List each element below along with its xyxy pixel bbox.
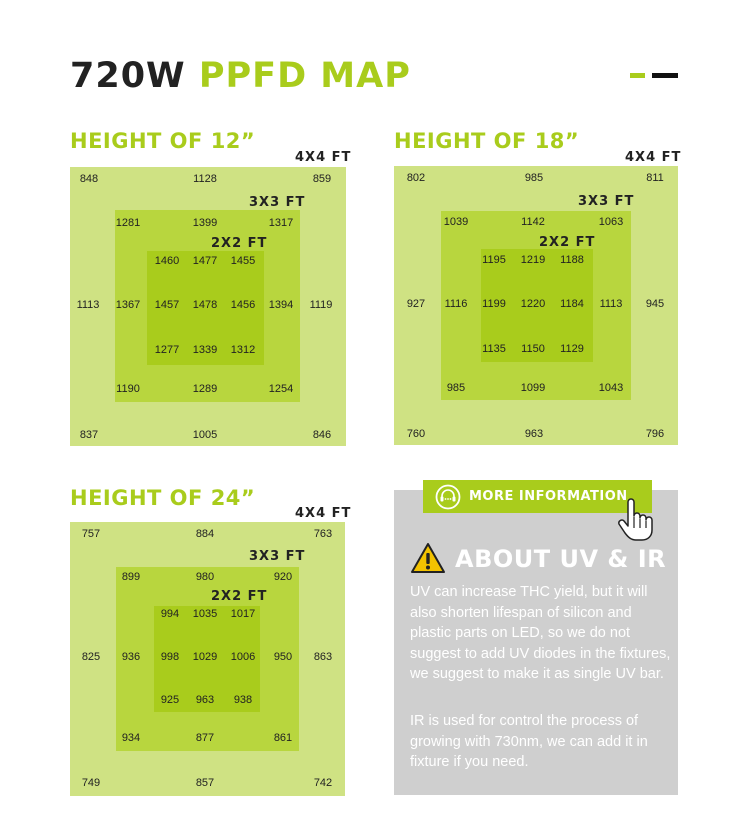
ppfd-value: 1116 <box>444 298 468 310</box>
map-24-3x3-label: 3X3 FT <box>249 549 306 564</box>
ppfd-value: 1029 <box>192 651 218 663</box>
map-18-2x2-label: 2X2 FT <box>539 235 596 250</box>
ppfd-value: 899 <box>121 571 141 583</box>
ppfd-value: 1188 <box>560 254 584 266</box>
ppfd-value: 861 <box>273 732 293 744</box>
ppfd-value: 763 <box>313 528 333 540</box>
ppfd-value: 884 <box>195 528 215 540</box>
ppfd-value: 998 <box>160 651 180 663</box>
title-wattage: 720W <box>70 56 186 96</box>
ppfd-value: 859 <box>312 173 332 185</box>
title-ppfd-map: PPFD MAP <box>198 56 411 96</box>
ppfd-value: 963 <box>195 694 215 706</box>
map-18-3x3-label: 3X3 FT <box>578 194 635 209</box>
ppfd-value: 963 <box>524 428 544 440</box>
ppfd-value: 1150 <box>521 343 545 355</box>
ppfd-value: 1035 <box>192 608 218 620</box>
map-24-height-label: HEIGHT OF 24” <box>70 486 256 510</box>
ppfd-value: 848 <box>79 173 99 185</box>
headset-icon <box>435 484 461 514</box>
ppfd-value: 1312 <box>230 344 256 356</box>
ppfd-value: 980 <box>195 571 215 583</box>
ppfd-value: 1063 <box>598 216 624 228</box>
map-24-2x2-label: 2X2 FT <box>211 589 268 604</box>
uv-paragraph: UV can increase THC yield, but it will also shorten lifespan of silicon and plastic parts on LED, so we do not suggest to add UV diodes in the fixtures, we suggest to make it as single UV bar. <box>410 584 671 682</box>
ppfd-value: 994 <box>160 608 180 620</box>
ppfd-value: 936 <box>121 651 141 663</box>
ppfd-value: 1199 <box>482 298 506 310</box>
ir-paragraph: IR is used for control the process of growing with 730nm, we can add it in fixture if you need. <box>410 713 648 770</box>
ppfd-value: 950 <box>273 651 293 663</box>
ppfd-value: 1339 <box>192 344 218 356</box>
ppfd-value: 1219 <box>520 254 546 266</box>
ppfd-value: 985 <box>446 382 466 394</box>
map-18-4x4-label: 4X4 FT <box>625 150 682 165</box>
ppfd-value: 1317 <box>268 217 294 229</box>
ppfd-value: 1394 <box>268 299 294 311</box>
ppfd-value: 811 <box>646 172 664 184</box>
ppfd-value: 1455 <box>230 255 256 267</box>
ppfd-value: 1006 <box>230 651 256 663</box>
ppfd-value: 742 <box>313 777 333 789</box>
ppfd-value: 1190 <box>116 383 140 395</box>
ppfd-value: 846 <box>312 429 332 441</box>
ppfd-value: 749 <box>81 777 101 789</box>
ppfd-value: 1456 <box>230 299 256 311</box>
ppfd-value: 985 <box>524 172 544 184</box>
ppfd-value: 1457 <box>154 299 180 311</box>
decor-bar-green <box>630 73 645 78</box>
ppfd-value: 1142 <box>521 216 545 228</box>
map-12-height-label: HEIGHT OF 12” <box>70 129 256 153</box>
ppfd-value: 1254 <box>268 383 294 395</box>
ppfd-value: 1478 <box>192 299 218 311</box>
map-12-2x2-label: 2X2 FT <box>211 236 268 251</box>
ppfd-value: 1367 <box>115 299 141 311</box>
ppfd-value: 1135 <box>482 343 506 355</box>
page-title <box>70 56 411 96</box>
map-18-height-label: HEIGHT OF 18” <box>394 129 580 153</box>
ppfd-value: 1281 <box>115 217 141 229</box>
ppfd-value: 1184 <box>560 298 584 310</box>
ppfd-value: 757 <box>81 528 101 540</box>
map-12-3x3-label: 3X3 FT <box>249 195 306 210</box>
ppfd-value: 857 <box>195 777 215 789</box>
ppfd-value: 945 <box>645 298 665 310</box>
ppfd-value: 1005 <box>192 429 218 441</box>
ppfd-value: 1399 <box>192 217 218 229</box>
ppfd-value: 925 <box>160 694 180 706</box>
ppfd-value: 1220 <box>520 298 546 310</box>
pointer-hand-icon <box>616 498 656 546</box>
ppfd-value: 837 <box>79 429 99 441</box>
ppfd-value: 825 <box>81 651 101 663</box>
decor-bar-black <box>652 73 678 78</box>
ppfd-value: 1099 <box>520 382 546 394</box>
ppfd-value: 920 <box>273 571 293 583</box>
ppfd-value: 1289 <box>192 383 218 395</box>
ppfd-value: 802 <box>406 172 426 184</box>
ppfd-value: 1195 <box>482 254 506 266</box>
ppfd-value: 938 <box>233 694 253 706</box>
ppfd-value: 934 <box>121 732 141 744</box>
ppfd-value: 796 <box>645 428 665 440</box>
ppfd-value: 1017 <box>230 608 256 620</box>
ppfd-value: 1113 <box>599 298 623 310</box>
ppfd-value: 1129 <box>560 343 584 355</box>
ppfd-value: 1128 <box>193 173 217 185</box>
ppfd-value: 1119 <box>309 299 333 311</box>
more-information-label: MORE INFORMATION <box>469 489 628 504</box>
map-12-4x4-label: 4X4 FT <box>295 150 352 165</box>
ppfd-value: 1460 <box>154 255 180 267</box>
ppfd-value: 863 <box>313 651 333 663</box>
about-uv-ir-heading: ABOUT UV & IR <box>455 545 667 573</box>
ppfd-value: 1477 <box>192 255 218 267</box>
ppfd-value: 760 <box>406 428 426 440</box>
ppfd-value: 1043 <box>598 382 624 394</box>
map-24-4x4-label: 4X4 FT <box>295 506 352 521</box>
ppfd-value: 1277 <box>154 344 180 356</box>
warning-icon <box>410 542 446 578</box>
ppfd-value: 1039 <box>443 216 469 228</box>
ppfd-value: 877 <box>195 732 215 744</box>
ppfd-value: 927 <box>406 298 426 310</box>
ppfd-value: 1113 <box>76 299 100 311</box>
